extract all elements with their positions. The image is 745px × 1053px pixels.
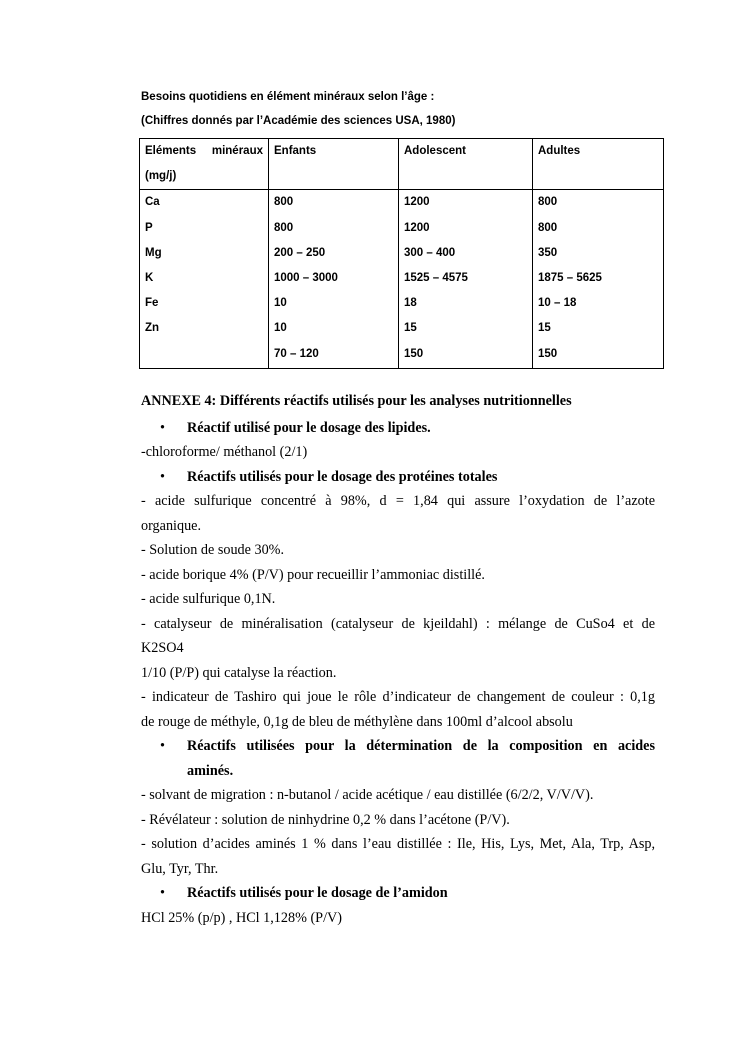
text-line: - solvant de migration : n-butanol / acide acétique / eau distillée (6/2/2, V/V/V). xyxy=(141,787,594,803)
bullet-acides-amines xyxy=(141,734,655,783)
table-cell: P xyxy=(145,221,153,234)
header-elements-cell xyxy=(140,139,269,190)
table-cell: 800 xyxy=(274,221,294,234)
column-adolescent xyxy=(399,190,533,369)
header-adultes: Adultes xyxy=(533,139,664,190)
text-line: - acide borique 4% (P/V) pour recueillir l’ammoniac distillé. xyxy=(141,566,485,583)
column-adultes xyxy=(533,190,664,369)
table-cell: 150 xyxy=(538,347,558,360)
text-line: K2SO4 xyxy=(141,640,184,656)
table-cell: Ca xyxy=(145,196,160,209)
text-line: HCl 25% (p/p) , HCl 1,128% (P/V) xyxy=(141,909,342,926)
table-source: (Chiffres donnés par l’Académie des sciences USA, 1980) xyxy=(141,115,456,127)
table-cell: 1525 – 4575 xyxy=(404,272,468,285)
column-enfants xyxy=(269,190,399,369)
header-elements-word: Eléments xyxy=(145,145,197,157)
text-line: organique. xyxy=(141,517,202,534)
table-cell: K xyxy=(145,272,154,285)
table-cell: Fe xyxy=(145,297,159,310)
table-cell: 1200 xyxy=(404,196,430,209)
table-title: Besoins quotidiens en élément minéraux selon l’âge : xyxy=(141,91,435,103)
table-cell: 10 – 18 xyxy=(538,297,577,310)
table-cell: 1200 xyxy=(404,221,430,234)
table-cell: Mg xyxy=(145,246,162,259)
annexe-heading: ANNEXE 4: Différents réactifs utilisés pour les analyses nutritionnelles xyxy=(141,393,572,409)
table-cell: 70 – 120 xyxy=(274,347,319,360)
bullet-lipides-text: Réactif utilisé pour le dosage des lipides. xyxy=(187,419,431,436)
table-cell: 1000 – 3000 xyxy=(274,272,338,285)
bullet-lipides xyxy=(141,416,655,441)
minerals-table xyxy=(139,138,664,369)
text-line: de rouge de méthyle, 0,1g de bleu de méthylène dans 100ml d’alcool absolu xyxy=(141,713,573,730)
bullet-amidon xyxy=(141,881,655,906)
header-mineraux-word: minéraux xyxy=(211,145,263,157)
table-cell: 150 xyxy=(404,347,424,360)
table-cell: 800 xyxy=(538,221,558,234)
text-line: - Révélateur : solution de ninhydrine 0,2 % dans l’acétone (P/V). xyxy=(141,811,510,828)
table-cell: 200 – 250 xyxy=(274,246,326,259)
text-line: 1/10 (P/P) qui catalyse la réaction. xyxy=(141,664,337,681)
table-header-row xyxy=(140,139,664,190)
table-cell: 15 xyxy=(404,322,417,335)
bullet-acides-text-2: aminés. xyxy=(187,762,234,779)
text-line: -chloroforme/ méthanol (2/1) xyxy=(141,444,308,460)
table-cell: 15 xyxy=(538,322,551,335)
table-cell: 18 xyxy=(404,297,417,310)
table-cell: 10 xyxy=(274,297,287,310)
annexe-section xyxy=(141,389,655,930)
table-cell: 800 xyxy=(274,196,294,209)
text-line: - catalyseur de minéralisation (catalyseur de kjeildahl) : mélange de CuSo4 et de xyxy=(141,615,655,632)
header-adolescent: Adolescent xyxy=(399,139,533,190)
table-cell: 10 xyxy=(274,322,287,335)
table-cell: 350 xyxy=(538,246,558,259)
bullet-acides-text-1: Réactifs utilisées pour la détermination de la composition en acides xyxy=(187,738,655,754)
text-line: Glu, Tyr, Thr. xyxy=(141,860,219,877)
table-cell: Zn xyxy=(145,322,160,335)
text-line: - Solution de soude 30%. xyxy=(141,542,285,558)
table-cell: 300 – 400 xyxy=(404,246,456,259)
table-cell: 1875 – 5625 xyxy=(538,272,602,285)
text-line: - indicateur de Tashiro qui joue le rôle d’indicateur de changement de couleur : 0,1g xyxy=(141,689,655,705)
bullet-icon: • xyxy=(160,738,165,754)
column-elements xyxy=(140,190,269,369)
bullet-icon: • xyxy=(160,885,165,901)
text-line: - acide sulfurique 0,1N. xyxy=(141,591,276,607)
bullet-proteines xyxy=(141,465,655,490)
header-unit: (mg/j) xyxy=(145,170,177,183)
bullet-icon: • xyxy=(160,468,165,485)
text-line: - solution d’acides aminés 1 % dans l’eau distillée : Ile, His, Lys, Met, Ala, Trp, Asp, xyxy=(141,836,655,852)
bullet-icon: • xyxy=(160,419,165,436)
table-cell: 800 xyxy=(538,196,558,209)
bullet-proteines-text: Réactifs utilisés pour le dosage des protéines totales xyxy=(187,468,498,485)
header-enfants: Enfants xyxy=(269,139,399,190)
bullet-amidon-text: Réactifs utilisés pour le dosage de l’amidon xyxy=(187,885,448,901)
text-line: - acide sulfurique concentré à 98%, d = 1,84 qui assure l’oxydation de l’azote xyxy=(141,493,655,509)
table-body-row xyxy=(140,190,664,369)
